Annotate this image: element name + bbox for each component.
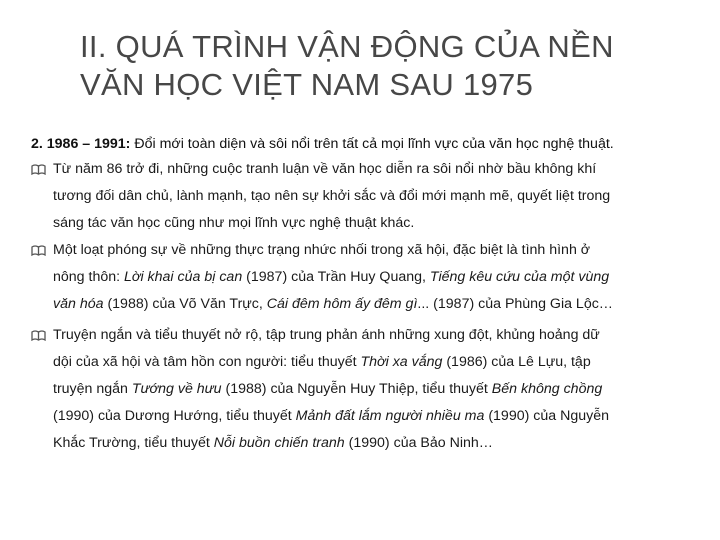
book-bullet-icon xyxy=(31,330,46,341)
bullet-item xyxy=(31,156,696,237)
body-text: (1988) của Nguyễn Huy Thiệp, tiểu thuyết xyxy=(221,381,492,397)
bullet-line xyxy=(31,264,696,291)
bullet-item xyxy=(31,322,696,457)
italic-title-text: Bến không chồng xyxy=(491,381,603,397)
bullet-line xyxy=(31,430,696,457)
body-text: (1990) của Dương Hướng, tiểu thuyết xyxy=(53,408,296,424)
title-line-1: II. QUÁ TRÌNH VẬN ĐỘNG CỦA NỀN xyxy=(80,29,614,64)
book-bullet-icon xyxy=(31,164,46,175)
body-text: Khắc Trường, tiểu thuyết xyxy=(53,435,214,451)
body-text: ... (1987) của Phùng Gia Lộc… xyxy=(417,296,613,312)
body-text: dội của xã hội và tâm hồn con người: tiểu thuyết xyxy=(53,354,361,370)
body-text: (1990) của Bảo Ninh… xyxy=(344,435,493,451)
bullet-line xyxy=(31,210,696,237)
italic-title-text: Nỗi buồn chiến tranh xyxy=(213,435,345,451)
body-text: truyện ngắn xyxy=(53,381,132,397)
bullet-line xyxy=(31,156,696,183)
title-line-2: VĂN HỌC VIỆT NAM SAU 1975 xyxy=(80,67,534,102)
body-text: tương đối dân chủ, lành mạnh, tạo nên sự khởi sắc và đổi mới mạnh mẽ, quyết liệt trong xyxy=(53,188,611,204)
bullet-line xyxy=(31,291,696,318)
bullet-line xyxy=(31,349,696,376)
body-text: Từ năm 86 trở đi, những cuộc tranh luận về văn học diễn ra sôi nổi nhờ bầu không khí xyxy=(53,161,597,177)
body-text: (1990) của Nguyễn xyxy=(484,408,609,424)
book-bullet-icon xyxy=(31,245,46,256)
body-text: nông thôn: xyxy=(53,269,124,285)
body-text: (1987) của Trần Huy Quang, xyxy=(242,269,430,285)
bullet-line xyxy=(31,183,696,210)
italic-title-text: Mảnh đất lắm người nhiều ma xyxy=(295,408,485,424)
subheading-text: Đổi mới toàn diện và sôi nổi trên tất cả mọi lĩnh vực của văn học nghệ thuật. xyxy=(130,136,614,152)
body-text: Một loạt phóng sự về những thực trạng nhức nhối trong xã hội, đặc biệt là tình hình ở xyxy=(53,242,591,258)
italic-title-text: Thời xa vắng xyxy=(360,354,443,370)
italic-title-text: Lời khai của bị can xyxy=(124,269,243,285)
italic-title-text: Cái đêm hôm ấy đêm gì xyxy=(266,296,418,312)
bullet-line xyxy=(31,237,696,264)
bullet-item xyxy=(31,237,696,318)
subheading-label: 2. 1986 – 1991: xyxy=(31,136,131,152)
italic-title-text: Tiếng kêu cứu của một vùng xyxy=(429,269,610,285)
body-text: sáng tác văn học cũng như mọi lĩnh vực nghệ thuật khác. xyxy=(53,215,415,231)
body-text: (1986) của Lê Lựu, tập xyxy=(442,354,591,370)
bullet-line xyxy=(31,403,696,430)
bullet-line xyxy=(31,322,696,349)
italic-title-text: Tướng về hưu xyxy=(131,381,222,397)
italic-title-text: văn hóa xyxy=(53,296,104,312)
section-subheading xyxy=(31,136,711,152)
body-text: Truyện ngắn và tiểu thuyết nở rộ, tập trung phản ánh những xung đột, khủng hoảng dữ xyxy=(53,327,600,343)
body-text: (1988) của Võ Văn Trực, xyxy=(103,296,267,312)
bullet-line xyxy=(31,376,696,403)
slide-title xyxy=(80,28,680,104)
